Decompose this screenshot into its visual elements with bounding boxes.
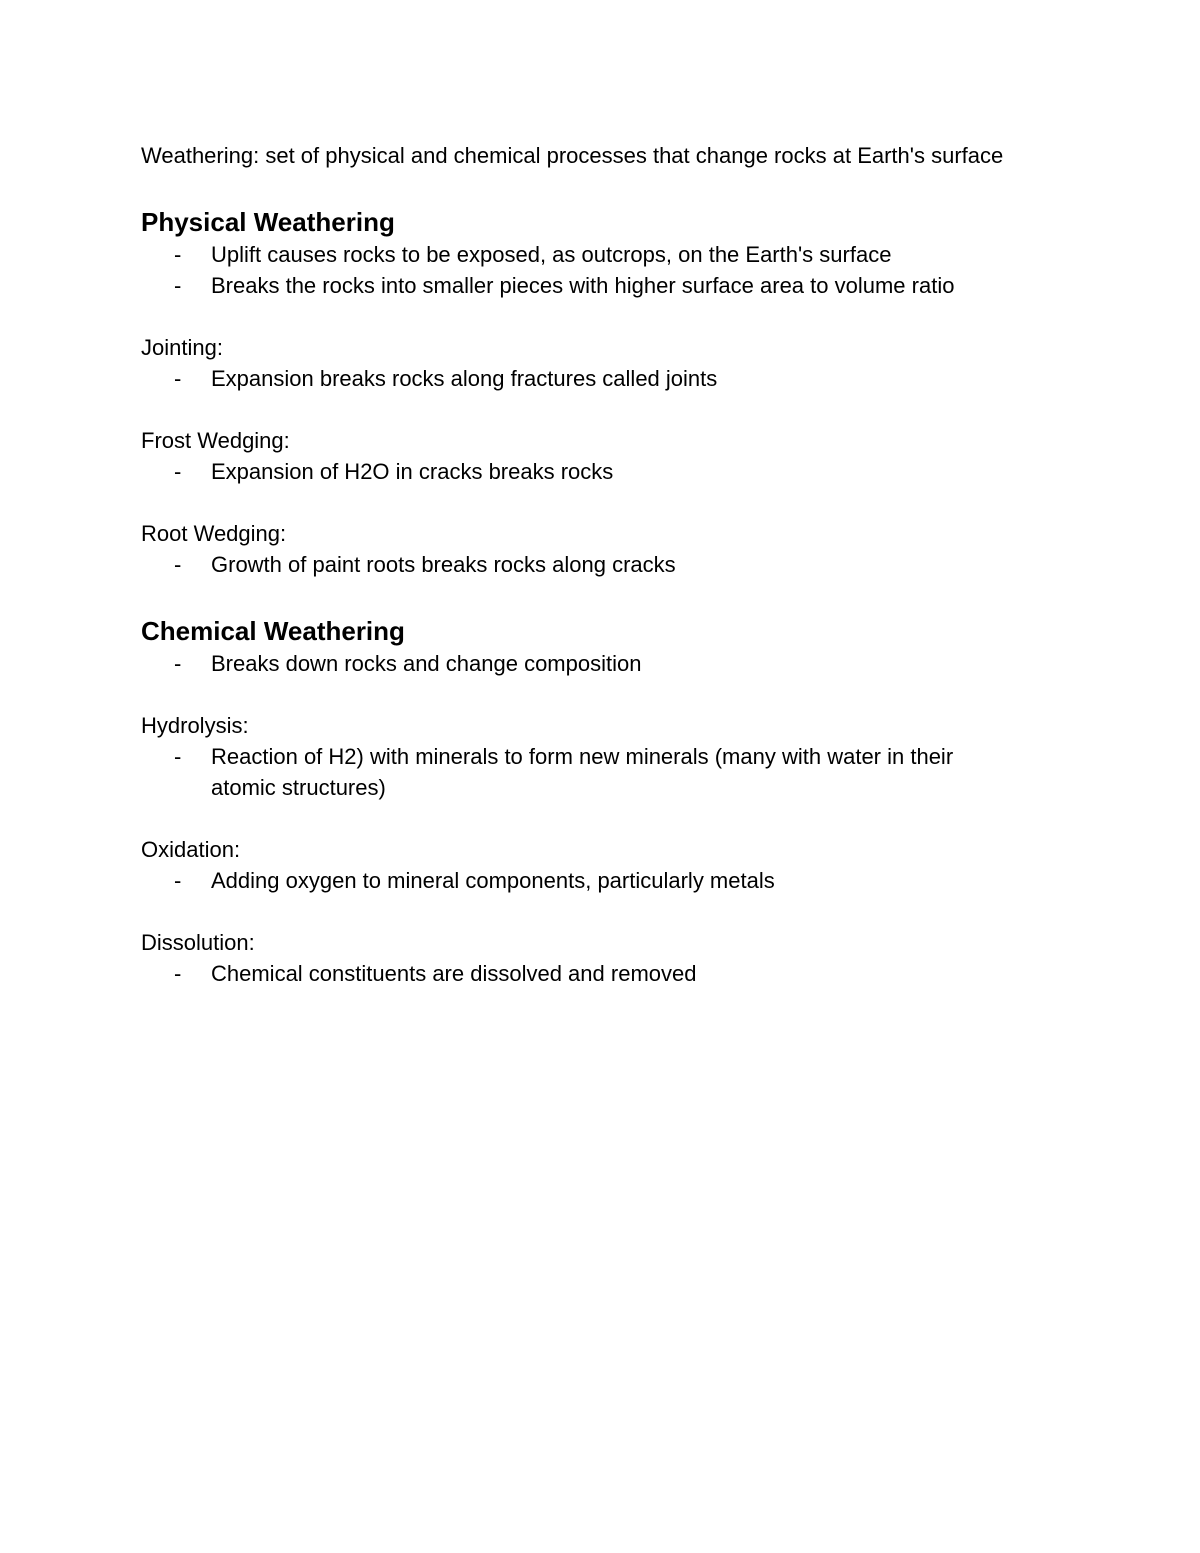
jointing-list	[141, 363, 1021, 394]
list-item: - Expansion of H2O in cracks breaks rocks	[141, 456, 1021, 487]
dissolution-list	[141, 958, 1021, 989]
bullet-dash: -	[174, 242, 182, 267]
list-item: - Reaction of H2) with minerals to form new minerals (many with water in their atomic structures)	[141, 741, 1021, 803]
chemical-weathering-list	[141, 648, 1021, 679]
intro-paragraph: Weathering: set of physical and chemical processes that change rocks at Earth's surface	[141, 143, 1004, 168]
bullet-dash: -	[174, 868, 182, 893]
hydrolysis-label: Hydrolysis:	[141, 713, 249, 738]
list-item: - Adding oxygen to mineral components, particularly metals	[141, 865, 1021, 896]
bullet-dash: -	[174, 961, 182, 986]
bullet-dash: -	[174, 273, 182, 298]
bullet-dash: -	[174, 459, 182, 484]
list-item: - Breaks the rocks into smaller pieces with higher surface area to volume ratio	[141, 270, 1021, 301]
list-item: - Expansion breaks rocks along fractures called joints	[141, 363, 1021, 394]
bullet-dash: -	[174, 552, 182, 577]
list-item: - Breaks down rocks and change composition	[141, 648, 1021, 679]
dissolution-label: Dissolution:	[141, 930, 255, 955]
document-page	[141, 140, 1021, 989]
root-wedging-label: Root Wedging:	[141, 521, 287, 546]
root-wedging-list	[141, 549, 1021, 580]
list-item: - Chemical constituents are dissolved and removed	[141, 958, 1021, 989]
jointing-label: Jointing:	[141, 335, 223, 360]
oxidation-list	[141, 865, 1021, 896]
frost-wedging-list	[141, 456, 1021, 487]
list-item: - Growth of paint roots breaks rocks along cracks	[141, 549, 1021, 580]
hydrolysis-list	[141, 741, 1021, 803]
bullet-dash: -	[174, 366, 182, 391]
bullet-dash: -	[174, 651, 182, 676]
physical-weathering-heading: Physical Weathering	[141, 207, 395, 237]
oxidation-label: Oxidation:	[141, 837, 241, 862]
frost-wedging-label: Frost Wedging:	[141, 428, 290, 453]
list-item: - Uplift causes rocks to be exposed, as outcrops, on the Earth's surface	[141, 239, 1021, 270]
chemical-weathering-heading: Chemical Weathering	[141, 616, 405, 646]
physical-weathering-list	[141, 239, 1021, 301]
bullet-dash: -	[174, 744, 182, 769]
